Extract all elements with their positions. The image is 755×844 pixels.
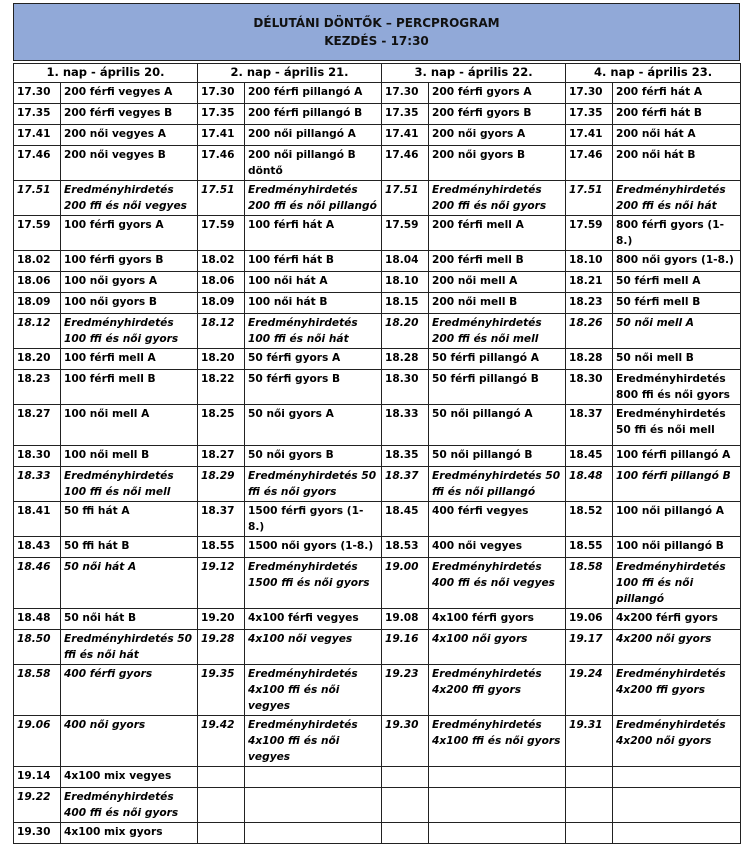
event-time: 19.30: [382, 716, 429, 767]
schedule-row: [14, 630, 741, 665]
event-time: 17.59: [198, 216, 245, 251]
event-time: 18.20: [14, 349, 61, 370]
event-time: 19.06: [566, 609, 613, 630]
event-name: 4x200 férfi gyors: [613, 609, 741, 630]
schedule-body: [14, 83, 741, 844]
schedule-row: [14, 609, 741, 630]
event-time: 18.33: [382, 405, 429, 446]
event-name: 200 női hát B: [613, 146, 741, 181]
event-time: 18.55: [198, 537, 245, 558]
event-name: 4x200 női gyors: [613, 630, 741, 665]
event-time: 18.09: [14, 293, 61, 314]
event-time: 18.12: [198, 314, 245, 349]
event-name: 400 női gyors: [61, 716, 198, 767]
event-name: 100 férfi pillangó B: [613, 467, 741, 502]
schedule-table: [13, 63, 741, 844]
event-time: 18.48: [14, 609, 61, 630]
event-time: 19.22: [14, 788, 61, 823]
event-name: 200 férfi vegyes B: [61, 104, 198, 125]
event-time: 18.52: [566, 502, 613, 537]
event-name: 400 férfi vegyes: [429, 502, 566, 537]
event-time: 18.04: [382, 251, 429, 272]
event-time: 18.12: [14, 314, 61, 349]
event-time: 19.14: [14, 767, 61, 788]
event-name: 200 férfi pillangó A: [245, 83, 382, 104]
event-name: Eredményhirdetés 200 ffi és női mell: [429, 314, 566, 349]
day-header: 1. nap - április 20.: [14, 64, 198, 83]
event-time: 17.30: [198, 83, 245, 104]
event-name: 100 női pillangó A: [613, 502, 741, 537]
schedule-row: [14, 314, 741, 349]
event-time: 18.33: [14, 467, 61, 502]
event-name: Eredményhirdetés 4x200 ffi gyors: [429, 665, 566, 716]
event-time: 19.35: [198, 665, 245, 716]
event-name: 50 férfi gyors A: [245, 349, 382, 370]
schedule-row: [14, 537, 741, 558]
event-time: 18.48: [566, 467, 613, 502]
event-name: Eredményhirdetés 50 ffi és női mell: [613, 405, 741, 446]
event-name: [613, 823, 741, 844]
schedule-subtitle: KEZDÉS - 17:30: [324, 34, 429, 48]
event-time: 18.27: [198, 446, 245, 467]
event-name: 200 női mell B: [429, 293, 566, 314]
schedule-row: [14, 251, 741, 272]
event-time: 19.31: [566, 716, 613, 767]
event-time: [198, 823, 245, 844]
event-name: Eredményhirdetés 200 ffi és női vegyes: [61, 181, 198, 216]
event-time: 18.27: [14, 405, 61, 446]
event-time: 17.51: [14, 181, 61, 216]
event-time: 19.20: [198, 609, 245, 630]
event-name: Eredményhirdetés 50 ffi és női hát: [61, 630, 198, 665]
event-time: 18.21: [566, 272, 613, 293]
event-name: 50 női gyors B: [245, 446, 382, 467]
event-name: 4x100 mix vegyes: [61, 767, 198, 788]
event-time: [566, 823, 613, 844]
event-name: 4x100 mix gyors: [61, 823, 198, 844]
event-time: [382, 767, 429, 788]
event-name: 200 női vegyes A: [61, 125, 198, 146]
event-name: 1500 férfi gyors (1-8.): [245, 502, 382, 537]
event-name: 200 női gyors B: [429, 146, 566, 181]
event-name: 100 női hát B: [245, 293, 382, 314]
schedule-row: [14, 823, 741, 844]
event-time: 18.26: [566, 314, 613, 349]
schedule-row: [14, 467, 741, 502]
event-name: 100 férfi gyors B: [61, 251, 198, 272]
event-name: Eredményhirdetés 400 ffi és női vegyes: [429, 558, 566, 609]
schedule-row: [14, 293, 741, 314]
event-name: [245, 788, 382, 823]
event-name: 200 férfi gyors B: [429, 104, 566, 125]
event-time: 18.30: [566, 370, 613, 405]
event-time: 19.00: [382, 558, 429, 609]
event-time: [198, 767, 245, 788]
event-time: 17.35: [14, 104, 61, 125]
event-name: 50 férfi pillangó B: [429, 370, 566, 405]
event-time: [382, 788, 429, 823]
event-name: Eredményhirdetés 4x100 ffi és női vegyes: [245, 665, 382, 716]
event-time: 17.41: [382, 125, 429, 146]
event-time: 17.30: [382, 83, 429, 104]
event-name: 200 női pillangó A: [245, 125, 382, 146]
event-time: [382, 823, 429, 844]
event-time: 18.58: [566, 558, 613, 609]
event-time: 18.25: [198, 405, 245, 446]
event-time: 18.58: [14, 665, 61, 716]
event-time: 17.35: [382, 104, 429, 125]
event-name: 100 férfi hát A: [245, 216, 382, 251]
event-time: 19.23: [382, 665, 429, 716]
event-time: 18.20: [198, 349, 245, 370]
event-name: 200 női mell A: [429, 272, 566, 293]
event-time: 18.45: [566, 446, 613, 467]
event-name: 200 férfi vegyes A: [61, 83, 198, 104]
event-name: 200 férfi hát B: [613, 104, 741, 125]
event-time: 17.46: [566, 146, 613, 181]
event-time: 18.29: [198, 467, 245, 502]
event-name: Eredményhirdetés 100 ffi és női gyors: [61, 314, 198, 349]
schedule-row: [14, 716, 741, 767]
event-name: 400 férfi gyors: [61, 665, 198, 716]
event-name: 1500 női gyors (1-8.): [245, 537, 382, 558]
event-time: 18.37: [382, 467, 429, 502]
schedule-row: [14, 767, 741, 788]
event-time: 17.35: [198, 104, 245, 125]
event-name: 4x100 férfi gyors: [429, 609, 566, 630]
event-name: 100 női gyors B: [61, 293, 198, 314]
schedule-row: [14, 788, 741, 823]
event-name: 50 férfi mell B: [613, 293, 741, 314]
event-time: 18.06: [14, 272, 61, 293]
event-time: 18.10: [566, 251, 613, 272]
event-name: [429, 823, 566, 844]
event-time: 17.51: [382, 181, 429, 216]
schedule-row: [14, 502, 741, 537]
event-name: 50 férfi gyors B: [245, 370, 382, 405]
event-name: 200 férfi mell A: [429, 216, 566, 251]
event-name: [245, 767, 382, 788]
event-time: 18.45: [382, 502, 429, 537]
event-time: 18.22: [198, 370, 245, 405]
event-name: Eredményhirdetés 4x100 ffi és női vegyes: [245, 716, 382, 767]
event-name: 50 női mell B: [613, 349, 741, 370]
event-name: 800 férfi gyors (1-8.): [613, 216, 741, 251]
schedule-row: [14, 181, 741, 216]
event-time: 17.59: [566, 216, 613, 251]
event-time: 18.35: [382, 446, 429, 467]
event-time: 18.41: [14, 502, 61, 537]
event-name: 200 női gyors A: [429, 125, 566, 146]
event-name: 50 női gyors A: [245, 405, 382, 446]
event-time: 17.46: [14, 146, 61, 181]
event-time: 19.12: [198, 558, 245, 609]
event-name: Eredményhirdetés 4x100 ffi és női gyors: [429, 716, 566, 767]
event-time: 17.30: [566, 83, 613, 104]
event-time: 19.30: [14, 823, 61, 844]
event-name: Eredményhirdetés 400 ffi és női gyors: [61, 788, 198, 823]
schedule-row: [14, 446, 741, 467]
event-name: 50 női pillangó A: [429, 405, 566, 446]
event-time: 18.30: [14, 446, 61, 467]
schedule-row: [14, 216, 741, 251]
event-name: 100 női gyors A: [61, 272, 198, 293]
event-name: 100 női pillangó B: [613, 537, 741, 558]
event-name: 400 női vegyes: [429, 537, 566, 558]
schedule-row: [14, 370, 741, 405]
event-name: 100 női mell B: [61, 446, 198, 467]
schedule-title: DÉLUTÁNI DÖNTŐK – PERCPROGRAM: [253, 16, 500, 30]
schedule-row: [14, 558, 741, 609]
event-name: 4x100 női gyors: [429, 630, 566, 665]
event-name: 4x100 női vegyes: [245, 630, 382, 665]
event-name: Eredményhirdetés 4x200 női gyors: [613, 716, 741, 767]
event-time: 17.46: [198, 146, 245, 181]
event-name: Eredményhirdetés 200 ffi és női gyors: [429, 181, 566, 216]
event-time: 19.24: [566, 665, 613, 716]
event-time: 17.35: [566, 104, 613, 125]
event-time: 18.37: [198, 502, 245, 537]
event-name: 100 férfi pillangó A: [613, 446, 741, 467]
event-name: 50 női hát A: [61, 558, 198, 609]
event-time: 17.59: [382, 216, 429, 251]
event-name: 200 női pillangó B döntő: [245, 146, 382, 181]
event-time: 17.59: [14, 216, 61, 251]
event-name: 200 férfi pillangó B: [245, 104, 382, 125]
event-time: 18.15: [382, 293, 429, 314]
event-time: 18.06: [198, 272, 245, 293]
event-name: 100 női mell A: [61, 405, 198, 446]
event-name: Eredményhirdetés 200 ffi és női hát: [613, 181, 741, 216]
event-name: Eredményhirdetés 800 ffi és női gyors: [613, 370, 741, 405]
event-name: 200 férfi gyors A: [429, 83, 566, 104]
day-header: 3. nap - április 22.: [382, 64, 566, 83]
event-name: 100 férfi mell B: [61, 370, 198, 405]
event-name: Eredményhirdetés 50 ffi és női gyors: [245, 467, 382, 502]
event-name: [429, 788, 566, 823]
event-name: Eredményhirdetés 1500 ffi és női gyors: [245, 558, 382, 609]
day-header: 2. nap - április 21.: [198, 64, 382, 83]
event-name: 100 női hát A: [245, 272, 382, 293]
event-name: 4x100 férfi vegyes: [245, 609, 382, 630]
event-name: 50 férfi pillangó A: [429, 349, 566, 370]
day-header: 4. nap - április 23.: [566, 64, 741, 83]
schedule-row: [14, 125, 741, 146]
event-name: 200 női hát A: [613, 125, 741, 146]
event-name: 100 férfi hát B: [245, 251, 382, 272]
event-time: 17.41: [566, 125, 613, 146]
event-time: 17.41: [14, 125, 61, 146]
event-time: [566, 767, 613, 788]
schedule-row: [14, 146, 741, 181]
day-header-row: [14, 64, 741, 83]
event-time: 18.55: [566, 537, 613, 558]
event-name: Eredményhirdetés 100 ffi és női hát: [245, 314, 382, 349]
event-time: 17.41: [198, 125, 245, 146]
event-time: 18.02: [198, 251, 245, 272]
event-time: 18.28: [382, 349, 429, 370]
event-name: 50 férfi mell A: [613, 272, 741, 293]
event-name: 50 női mell A: [613, 314, 741, 349]
event-name: Eredményhirdetés 200 ffi és női pillangó: [245, 181, 382, 216]
event-name: 100 férfi mell A: [61, 349, 198, 370]
schedule-row: [14, 104, 741, 125]
schedule-row: [14, 272, 741, 293]
event-time: 18.43: [14, 537, 61, 558]
event-time: 18.02: [14, 251, 61, 272]
event-time: 17.51: [566, 181, 613, 216]
event-time: 18.53: [382, 537, 429, 558]
event-name: 100 férfi gyors A: [61, 216, 198, 251]
event-name: Eredményhirdetés 50 ffi és női pillangó: [429, 467, 566, 502]
event-time: 18.23: [14, 370, 61, 405]
event-time: 19.16: [382, 630, 429, 665]
event-name: Eredményhirdetés 4x200 ffi gyors: [613, 665, 741, 716]
event-name: Eredményhirdetés 100 ffi és női pillangó: [613, 558, 741, 609]
event-name: 200 férfi mell B: [429, 251, 566, 272]
event-time: 18.10: [382, 272, 429, 293]
event-time: 19.17: [566, 630, 613, 665]
schedule-row: [14, 665, 741, 716]
event-time: 19.08: [382, 609, 429, 630]
event-time: [198, 788, 245, 823]
event-name: 800 női gyors (1-8.): [613, 251, 741, 272]
event-name: [429, 767, 566, 788]
event-name: 200 férfi hát A: [613, 83, 741, 104]
event-time: 19.42: [198, 716, 245, 767]
event-time: 18.46: [14, 558, 61, 609]
event-name: 50 női hát B: [61, 609, 198, 630]
event-name: 50 női pillangó B: [429, 446, 566, 467]
schedule-row: [14, 405, 741, 446]
event-time: [566, 788, 613, 823]
event-name: 50 ffi hát A: [61, 502, 198, 537]
event-time: 18.09: [198, 293, 245, 314]
event-name: [245, 823, 382, 844]
event-time: 19.06: [14, 716, 61, 767]
event-time: 18.20: [382, 314, 429, 349]
event-time: 18.30: [382, 370, 429, 405]
schedule-row: [14, 83, 741, 104]
event-time: 18.23: [566, 293, 613, 314]
event-time: 17.30: [14, 83, 61, 104]
event-name: 200 női vegyes B: [61, 146, 198, 181]
event-name: [613, 788, 741, 823]
event-time: 18.28: [566, 349, 613, 370]
event-name: Eredményhirdetés 100 ffi és női mell: [61, 467, 198, 502]
event-name: 50 ffi hát B: [61, 537, 198, 558]
event-time: 17.46: [382, 146, 429, 181]
schedule-header: [13, 3, 740, 61]
event-time: 19.28: [198, 630, 245, 665]
event-time: 17.51: [198, 181, 245, 216]
event-name: [613, 767, 741, 788]
schedule-row: [14, 349, 741, 370]
event-time: 18.37: [566, 405, 613, 446]
event-time: 18.50: [14, 630, 61, 665]
